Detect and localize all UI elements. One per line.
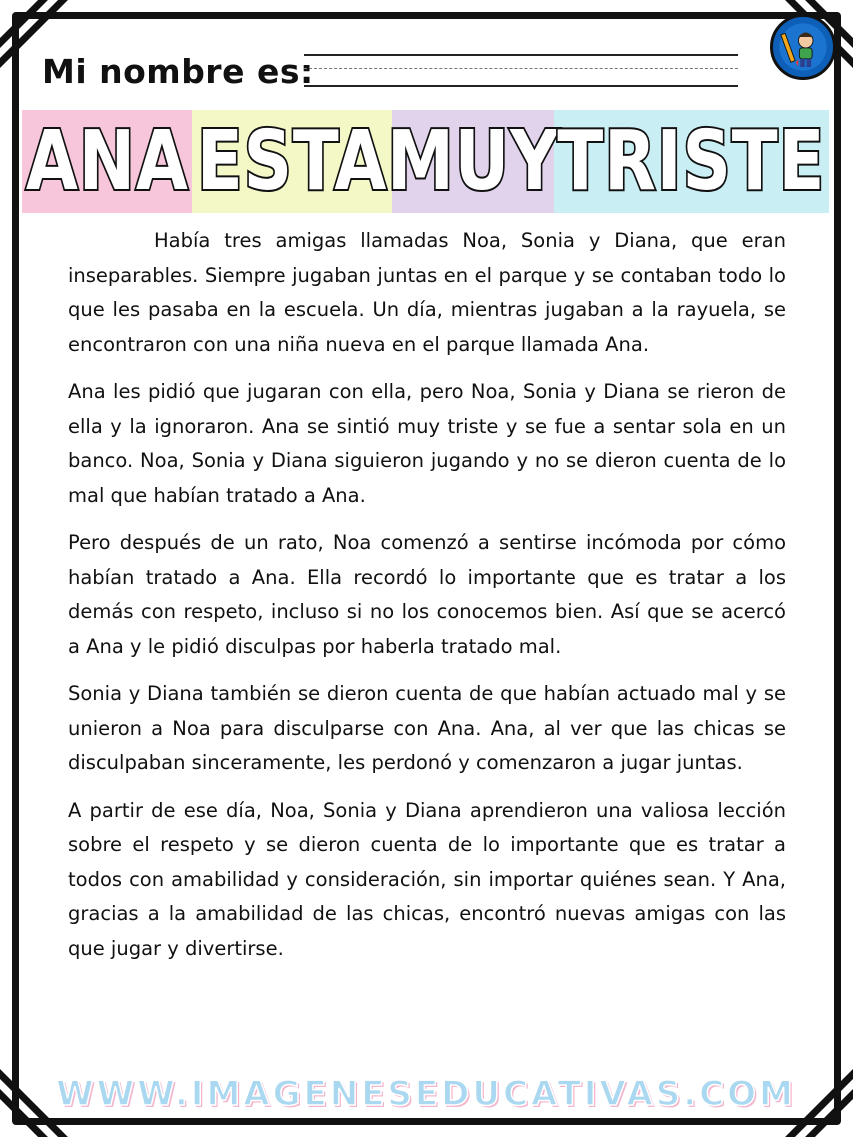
story-paragraph: Pero después de un rato, Noa comenzó a sentirse incómoda por cómo habían tratado a Ana. Ella recordó lo importante que es tratar a los demás con respeto, incluso si no los conocemos bien. Así que se acercó a Ana y le pidió disculpas por haberla tratado mal. xyxy=(68,531,786,658)
name-label: Mi nombre es: xyxy=(42,52,314,91)
title-word-block xyxy=(192,110,392,213)
footer-website xyxy=(56,1070,796,1118)
title-word-block xyxy=(386,110,560,213)
title-word: MUY xyxy=(386,113,560,209)
title-word: ESTA xyxy=(196,113,388,209)
story-paragraph: Ana les pidió que jugaran con ella, pero Noa, Sonia y Diana se rieron de ella y la ignoraron. Ana se sintió muy triste y se fue a sentar sola en un banco. Noa, Sonia y Diana siguieron jugando y no se dieron cuenta de lo mal que habían tratado a Ana. xyxy=(68,380,786,507)
title-word-block xyxy=(22,110,192,213)
name-row xyxy=(42,44,742,100)
title-word: ANA xyxy=(25,113,189,209)
story-paragraph: Había tres amigas llamadas Noa, Sonia y Diana, que eran inseparables. Siempre jugaban juntas en el parque y se contaban todo lo que les pasaba en la escuela. Un día, mientras jugaban a la rayuela, se encontraron con una niña nueva en el parque llamada Ana. xyxy=(68,229,786,356)
website-text: WWW.IMAGENESEDUCATIVAS.COM xyxy=(56,1074,796,1114)
name-writing-lines xyxy=(304,48,738,92)
story-paragraph: Sonia y Diana también se dieron cuenta de que habían actuado mal y se unieron a Noa para disculparse con Ana. Ana, al ver que las chicas se disculpaban sinceramente, les perdonó y comenzaron a jugar juntas. xyxy=(68,682,786,774)
story-text xyxy=(68,224,786,979)
title-word: TRISTE xyxy=(557,113,826,209)
title-banner xyxy=(22,110,829,213)
story-paragraph: A partir de ese día, Noa, Sonia y Diana aprendieron una valiosa lección sobre el respeto y se dieron cuenta de lo importante que es tratar a todos con amabilidad y consideración, sin importar quiénes sean. Y Ana, gracias a la amabilidad de las chicas, encontró nuevas amigas con las que jugar y divertirse. xyxy=(68,798,786,960)
title-word-block xyxy=(554,110,829,213)
child-with-pencil-logo-icon xyxy=(770,14,836,80)
